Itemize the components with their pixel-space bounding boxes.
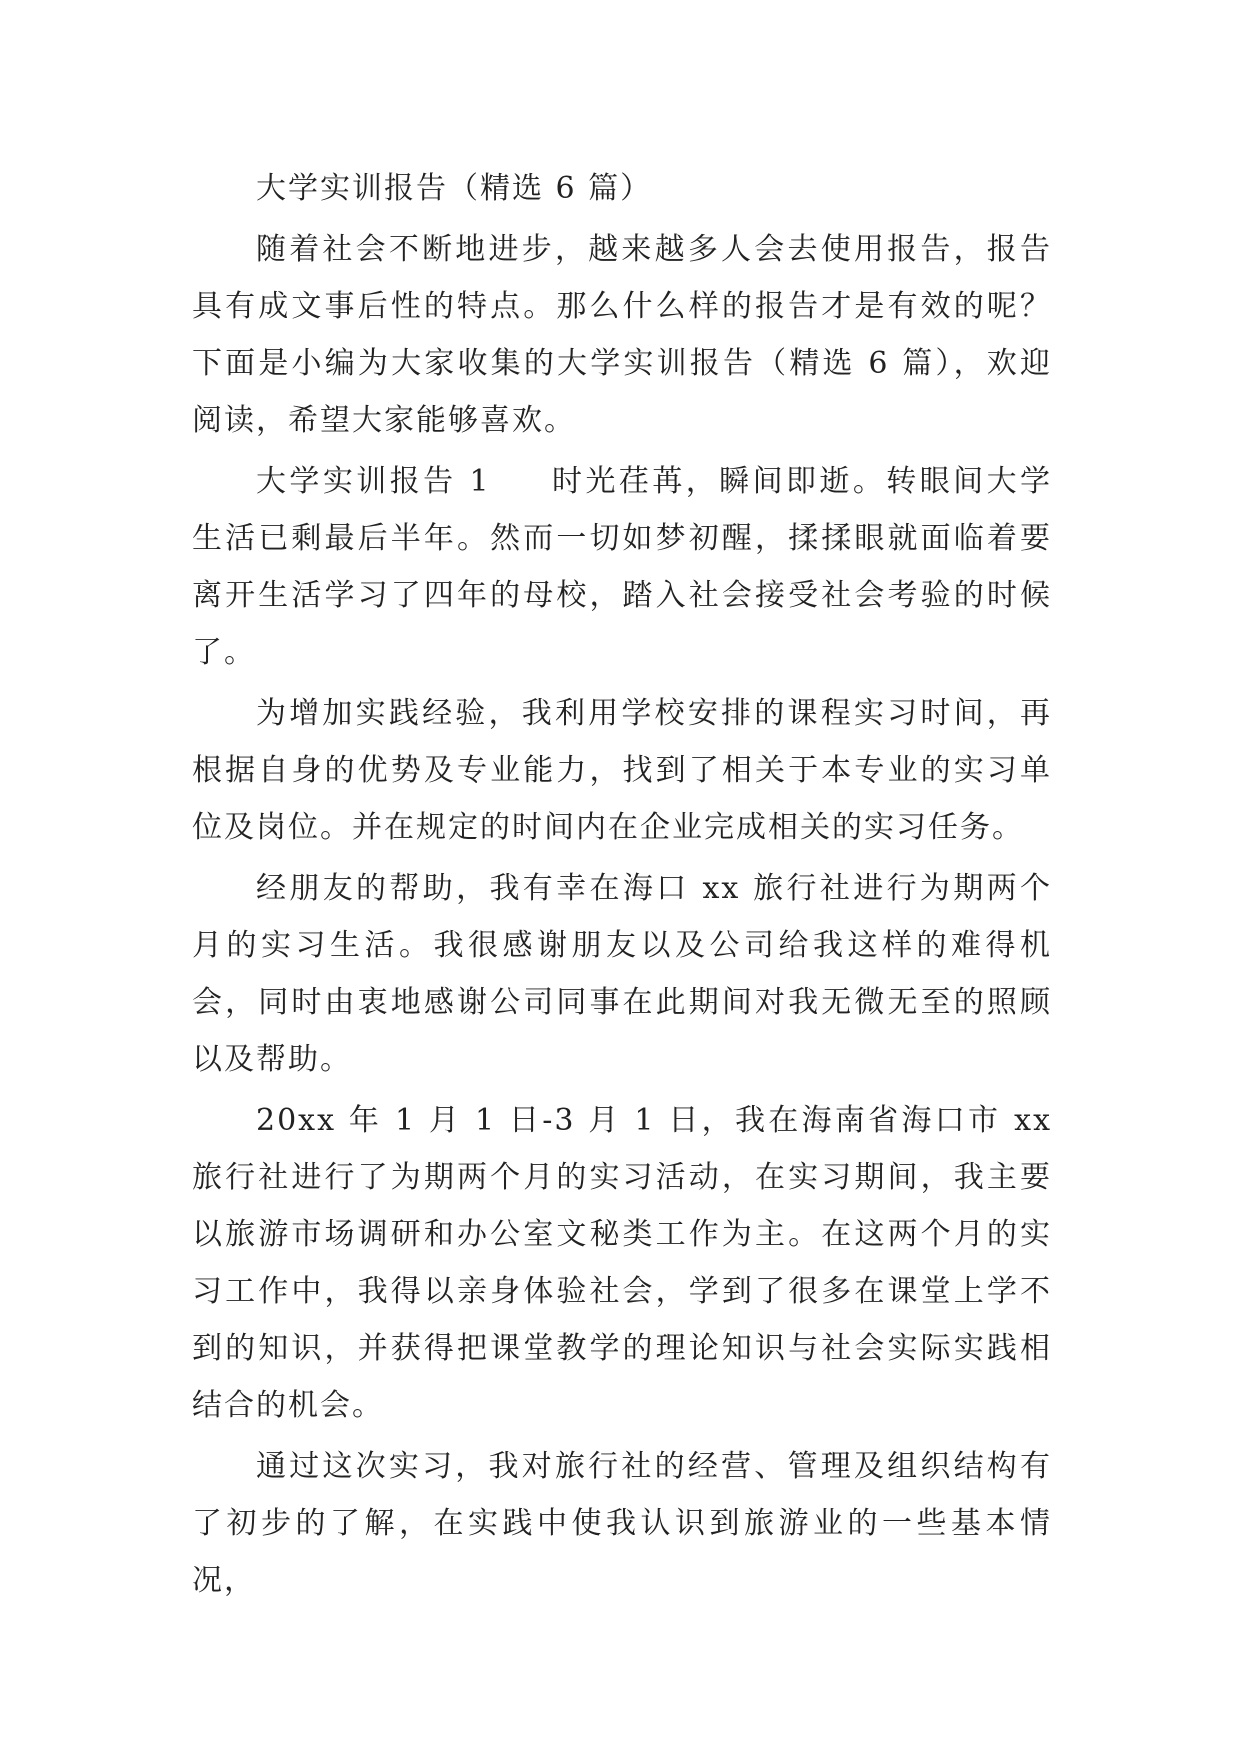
- section-1-first-text: 时光荏苒，瞬间即逝。转眼间大学生活已剩最后半年。然而一切如梦初醒，揉揉眼就面临着要离开生活学习了四年的母校，踏入社会接受社会考验的时候了。: [192, 464, 1053, 670]
- body-paragraph-3: 20xx 年 1 月 1 日-3 月 1 日，我在海南省海口市 xx 旅行社进行了为期两个月的实习活动，在实习期间，我主要以旅游市场调研和办公室文秘类工作为主。在这两个月的实习工作中，我得以亲身体验社会，学到了很多在课堂上学不到的知识，并获得把课堂教学的理论知识与社会实际实践相结合的机会。: [192, 1103, 1052, 1423]
- document-body: [192, 160, 1052, 1613]
- document-title: 大学实训报告（精选 6 篇）: [256, 171, 653, 206]
- intro-paragraph: 随着社会不断地进步，越来越多人会去使用报告，报告具有成文事后性的特点。那么什么样的报告才是有效的呢？下面是小编为大家收集的大学实训报告（精选 6 篇），欢迎阅读，希望大家能够喜欢。: [192, 232, 1052, 438]
- body-paragraph-2: 经朋友的帮助，我有幸在海口 xx 旅行社进行为期两个月的实习生活。我很感谢朋友以及公司给我这样的难得机会，同时由衷地感谢公司同事在此期间对我无微无至的照顾以及帮助。: [192, 871, 1052, 1077]
- body-paragraph-1: 为增加实践经验，我利用学校安排的课程实习时间，再根据自身的优势及专业能力，找到了相关于本专业的实习单位及岗位。并在规定的时间内在企业完成相关的实习任务。: [192, 696, 1052, 845]
- section-1-heading: 大学实训报告 1: [256, 464, 491, 499]
- section-1-paragraph: [192, 453, 1052, 681]
- body-paragraph-4: 通过这次实习，我对旅行社的经营、管理及组织结构有了初步的了解，在实践中使我认识到旅游业的一些基本情况，: [192, 1449, 1052, 1598]
